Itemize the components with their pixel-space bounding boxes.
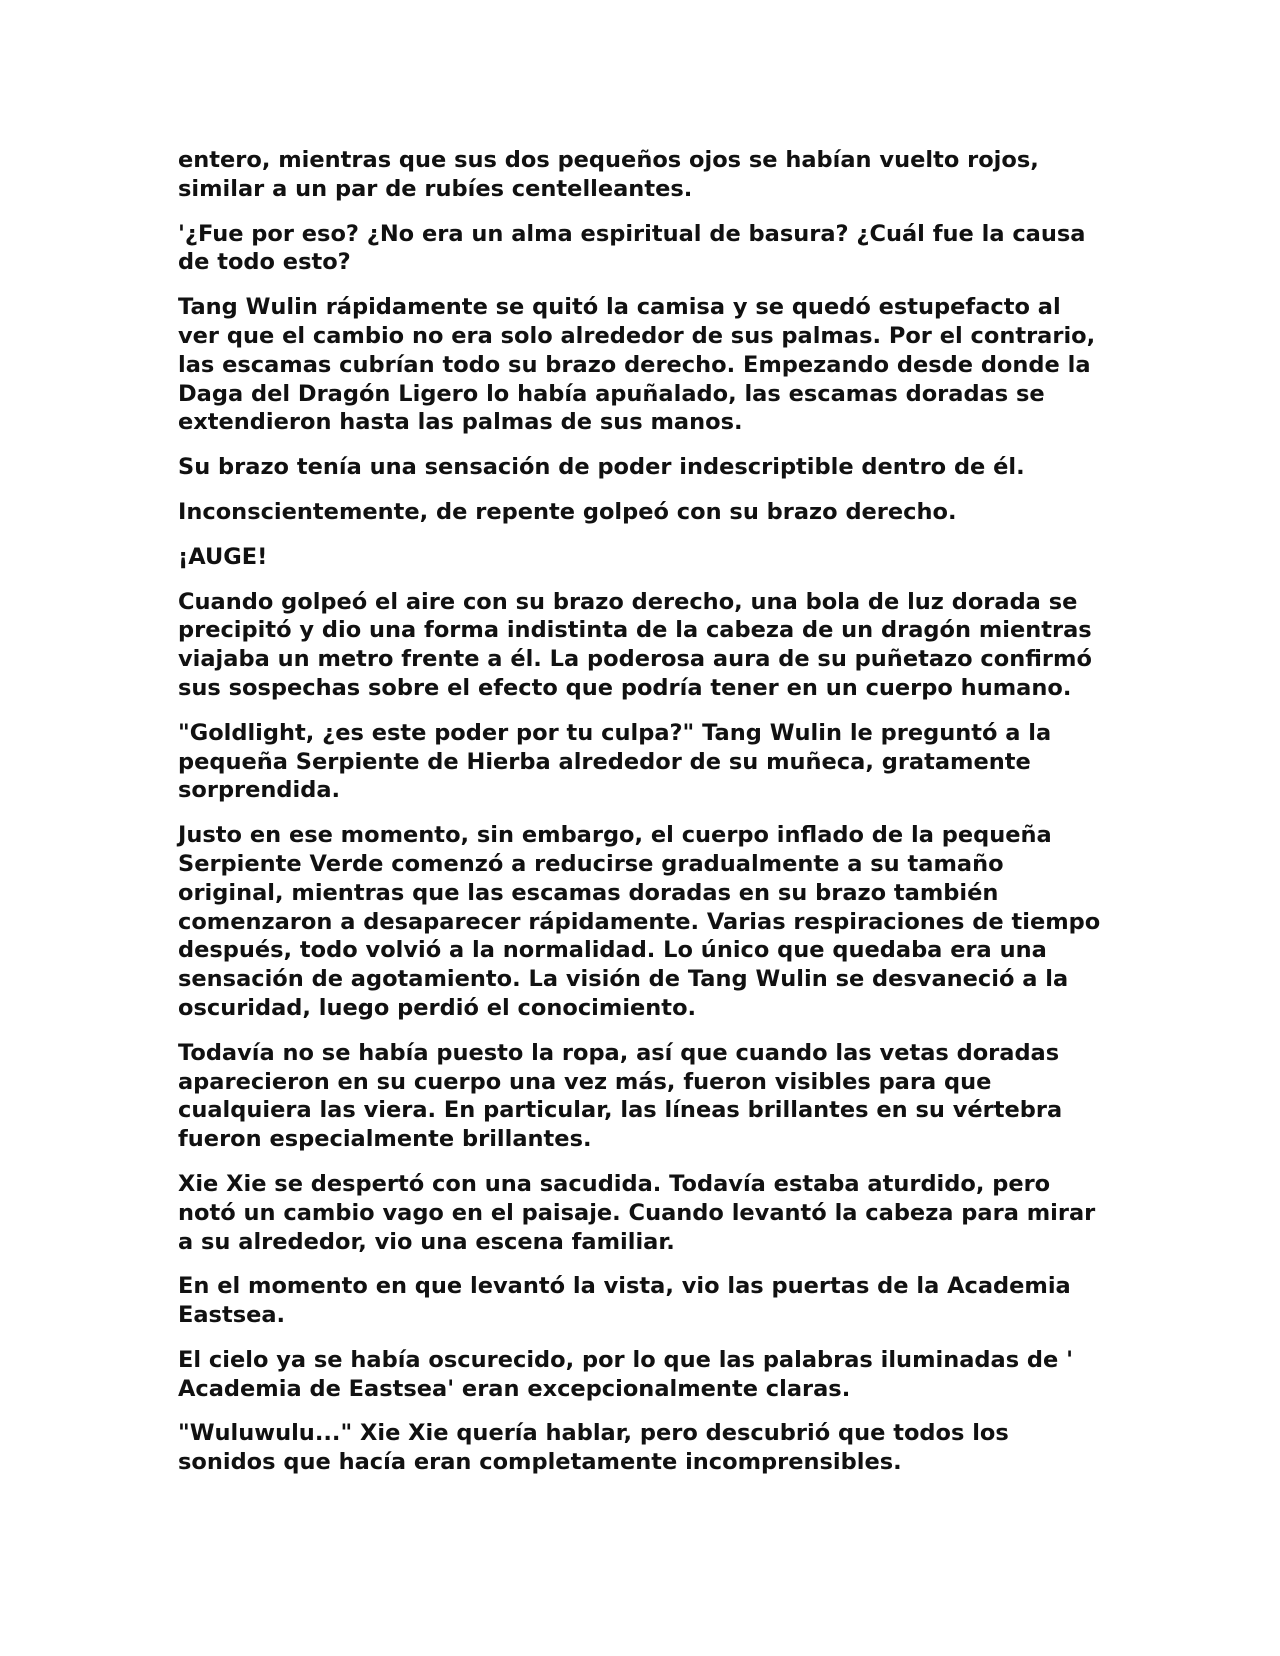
paragraph: Su brazo tenía una sensación de poder indescriptible dentro de él. bbox=[178, 454, 1025, 481]
paragraph: Justo en ese momento, sin embargo, el cuerpo inflado de la pequeña Serpiente Verde comenzó a reducirse gradualmente a su tamaño original, mientras que las escamas doradas en su brazo también comenzaron a desaparecer rápidamente. Varias respiraciones de tiempo después, todo volvió a la normalidad. Lo único que quedaba era una sensación de agotamiento. La visión de Tang Wulin se desvaneció a la oscuridad, luego perdió el conocimiento. bbox=[178, 822, 1101, 1021]
document-page bbox=[178, 146, 1108, 1493]
paragraph: En el momento en que levantó la vista, vio las puertas de la Academia Eastsea. bbox=[178, 1273, 1071, 1329]
paragraph: '¿Fue por eso? ¿No era un alma espiritual de basura? ¿Cuál fue la causa de todo esto? bbox=[178, 220, 1086, 276]
paragraph: "Wuluwulu..." Xie Xie quería hablar, pero descubrió que todos los sonidos que hacía eran completamente incomprensibles. bbox=[178, 1420, 1009, 1476]
paragraph: "Goldlight, ¿es este poder por tu culpa?" Tang Wulin le preguntó a la pequeña Serpiente de Hierba alrededor de su muñeca, gratamente sorprendida. bbox=[178, 719, 1052, 804]
paragraph: entero, mientras que sus dos pequeños ojos se habían vuelto rojos, similar a un par de rubíes centelleantes. bbox=[178, 147, 1039, 202]
paragraph: El cielo ya se había oscurecido, por lo que las palabras iluminadas de ' Academia de Eastsea' eran excepcionalmente claras. bbox=[178, 1346, 1074, 1402]
paragraph: Todavía no se había puesto la ropa, así que cuando las vetas doradas aparecieron en su cuerpo una vez más, fueron visibles para que cualquiera las viera. En particular, las líneas brillantes en su vértebra fueron especialmente brillantes. bbox=[178, 1039, 1063, 1153]
paragraph: Tang Wulin rápidamente se quitó la camisa y se quedó estupefacto al ver que el cambio no era solo alrededor de sus palmas. Por el contrario, las escamas cubrían todo su brazo derecho. Empezando desde donde la Daga del Dragón Ligero lo había apuñalado, las escamas doradas se extendieron hasta las palmas de sus manos. bbox=[178, 294, 1096, 436]
paragraph: Xie Xie se despertó con una sacudida. Todavía estaba aturdido, pero notó un cambio vago en el paisaje. Cuando levantó la cabeza para mirar a su alrededor, vio una escena familiar. bbox=[178, 1170, 1096, 1255]
paragraph: Inconscientemente, de repente golpeó con su brazo derecho. bbox=[178, 498, 957, 525]
paragraph: ¡AUGE! bbox=[178, 543, 268, 570]
paragraph: Cuando golpeó el aire con su brazo derecho, una bola de luz dorada se precipitó y dio una forma indistinta de la cabeza de un dragón mientras viajaba un metro frente a él. La poderosa aura de su puñetazo confirmó sus sospechas sobre el efecto que podría tener en un cuerpo humano. bbox=[178, 588, 1092, 701]
